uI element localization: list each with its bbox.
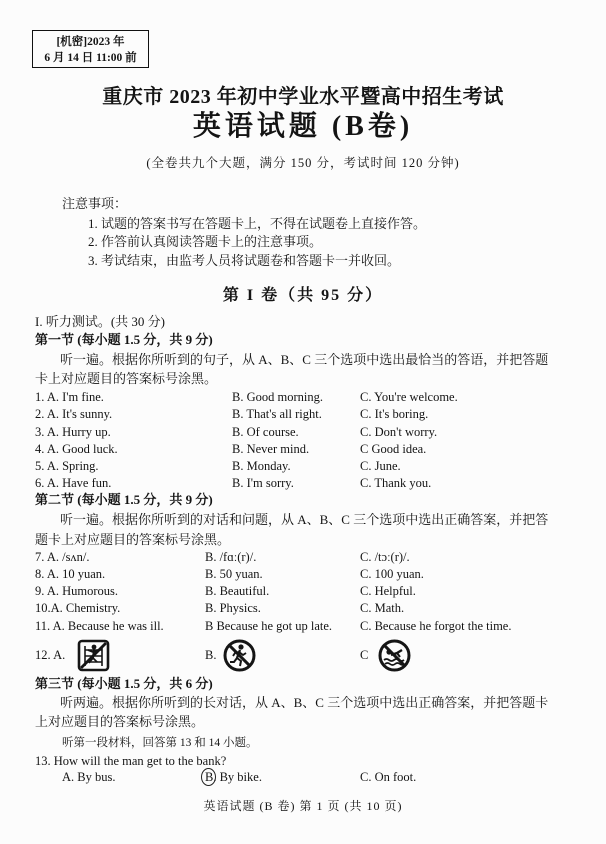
section-instruction: 题卡上对应题目的答案标号涂黑。 [35,532,231,547]
option-a-text: A. Spring. [46,459,99,473]
notice-item: 1. 试题的答案书写在答题卡上，不得在试题卷上直接作答。 [88,216,427,231]
part-title: I. 听力测试。(共 30 分) [35,314,165,329]
option-a-text: A. Good luck. [46,442,118,456]
question-number: 1. [35,390,45,404]
option-b: B Because he got up late. [205,619,333,633]
paper-title: 英语试题 (B卷) [192,111,414,142]
question-number: 10. [35,601,51,615]
paper-info: (全卷共九个大题，满分 150 分，考试时间 120 分钟) [146,156,460,170]
option-a [35,457,99,475]
option-c: C. Helpful. [360,584,416,598]
notice-item: 3. 考试结束，由监考人员将试题卷和答题卡一并收回。 [88,253,401,268]
option-a-text: A. /sʌn/. [46,550,90,564]
section-instruction: 听一遍。根据你所听到的对话和问题，从 A、B、C 三个选项中选出正确答案，并把答 [60,512,549,527]
option-a [35,617,164,635]
option-a [35,548,90,566]
option-a: A. By bus. [62,770,116,784]
section-instruction: 听一遍。根据你所听到的句子，从 A、B、C 三个选项中选出最恰当的答语，并把答题 [60,352,549,367]
option-a-text: A. Chemistry. [50,601,121,615]
option-c: C. Math. [360,601,405,615]
option-a [35,582,118,600]
option-a-text: A. [53,648,66,662]
option-b: B. 50 yuan. [205,567,263,581]
option-c: C. Don't worry. [360,425,438,439]
exam-title: 重庆市 2023 年初中学业水平暨高中招生考试 [102,86,504,108]
option-a [35,565,105,583]
option-c: C. On foot. [360,770,417,784]
option-c: C. It's boring. [360,407,429,421]
page-footer: 英语试题 (B 卷) 第 1 页 (共 10 页) [203,799,403,813]
question-number: 2. [35,407,45,421]
question-number: 9. [35,584,45,598]
option-a-text: A. Because he was ill. [52,619,164,633]
option-a [35,440,118,458]
question-number: 7. [35,550,45,564]
option-a-text: A. Hurry up. [46,425,111,439]
option-a-text: A. It's sunny. [46,407,113,421]
option-b: B. Physics. [205,601,261,615]
question-stem-text: How will the man get to the bank? [53,754,227,768]
option-b: B. Monday. [232,459,291,473]
question-number: 3. [35,425,45,439]
option-b: B. Beautiful. [205,584,270,598]
option-a [35,405,112,423]
notice-heading: 注意事项： [62,196,128,211]
question-number: 11. [35,619,51,633]
question-number: 8. [35,567,45,581]
option-a [35,646,65,664]
option-b: B. Good morning. [232,390,323,404]
section-heading: 第三节 (每小题 1.5 分，共 6 分) [35,676,213,691]
option-c: C. June. [360,459,401,473]
question-number: 13. [35,754,51,768]
notice-item: 2. 作答前认真阅读答题卡上的注意事项。 [88,234,323,249]
no-climbing-sign-icon [76,638,111,673]
option-c: C. You're welcome. [360,390,458,404]
option-b: B. By bike. [205,770,262,784]
option-b: B. Never mind. [232,442,310,456]
question-number: 4. [35,442,45,456]
option-a [35,599,120,617]
stamp-line-2: 6 月 14 日 11:00 前 [44,52,137,64]
option-a-text: A. Humorous. [46,584,118,598]
question-number: 5. [35,459,45,473]
section-heading: 第一节 (每小题 1.5 分，共 9 分) [35,332,213,347]
section-heading: 第二节 (每小题 1.5 分，共 9 分) [35,492,213,507]
option-c: C [360,648,369,662]
option-c: C. /tɔː(r)/. [360,550,410,564]
option-c: C. 100 yuan. [360,567,424,581]
question-number: 12. [35,648,51,662]
option-a-text: A. I'm fine. [46,390,104,404]
material-note: 听第一段材料，回答第 13 和 14 小题。 [62,737,258,749]
option-b: B. Of course. [232,425,299,439]
confidential-stamp-box [32,30,149,68]
option-b: B. I'm sorry. [232,476,294,490]
option-b: B. [205,648,217,662]
option-c: C. Because he forgot the time. [360,619,512,633]
option-a [35,423,111,441]
option-b: B. That's all right. [232,407,322,421]
stamp-line-1: [机密]2023 年 [56,36,125,48]
option-a-text: A. Have fun. [46,476,112,490]
section-instruction: 卡上对应题目的答案标号涂黑。 [35,371,218,386]
section-instruction: 听两遍。根据你所听到的长对话，从 A、B、C 三个选项中选出正确答案，并把答题卡 [60,695,549,710]
no-running-sign-icon [222,638,257,673]
volume-title: 第 I 卷（共 95 分） [222,287,384,304]
question-number: 6. [35,476,45,490]
section-instruction: 上对应题目的答案标号涂黑。 [35,714,205,729]
option-c: C Good idea. [360,442,427,456]
option-c: C. Thank you. [360,476,432,490]
option-a-text: A. 10 yuan. [46,567,106,581]
option-b: B. /fɑː(r)/. [205,550,257,564]
option-a [35,474,111,492]
no-swimming-sign-icon [377,638,412,673]
option-a [35,388,104,406]
